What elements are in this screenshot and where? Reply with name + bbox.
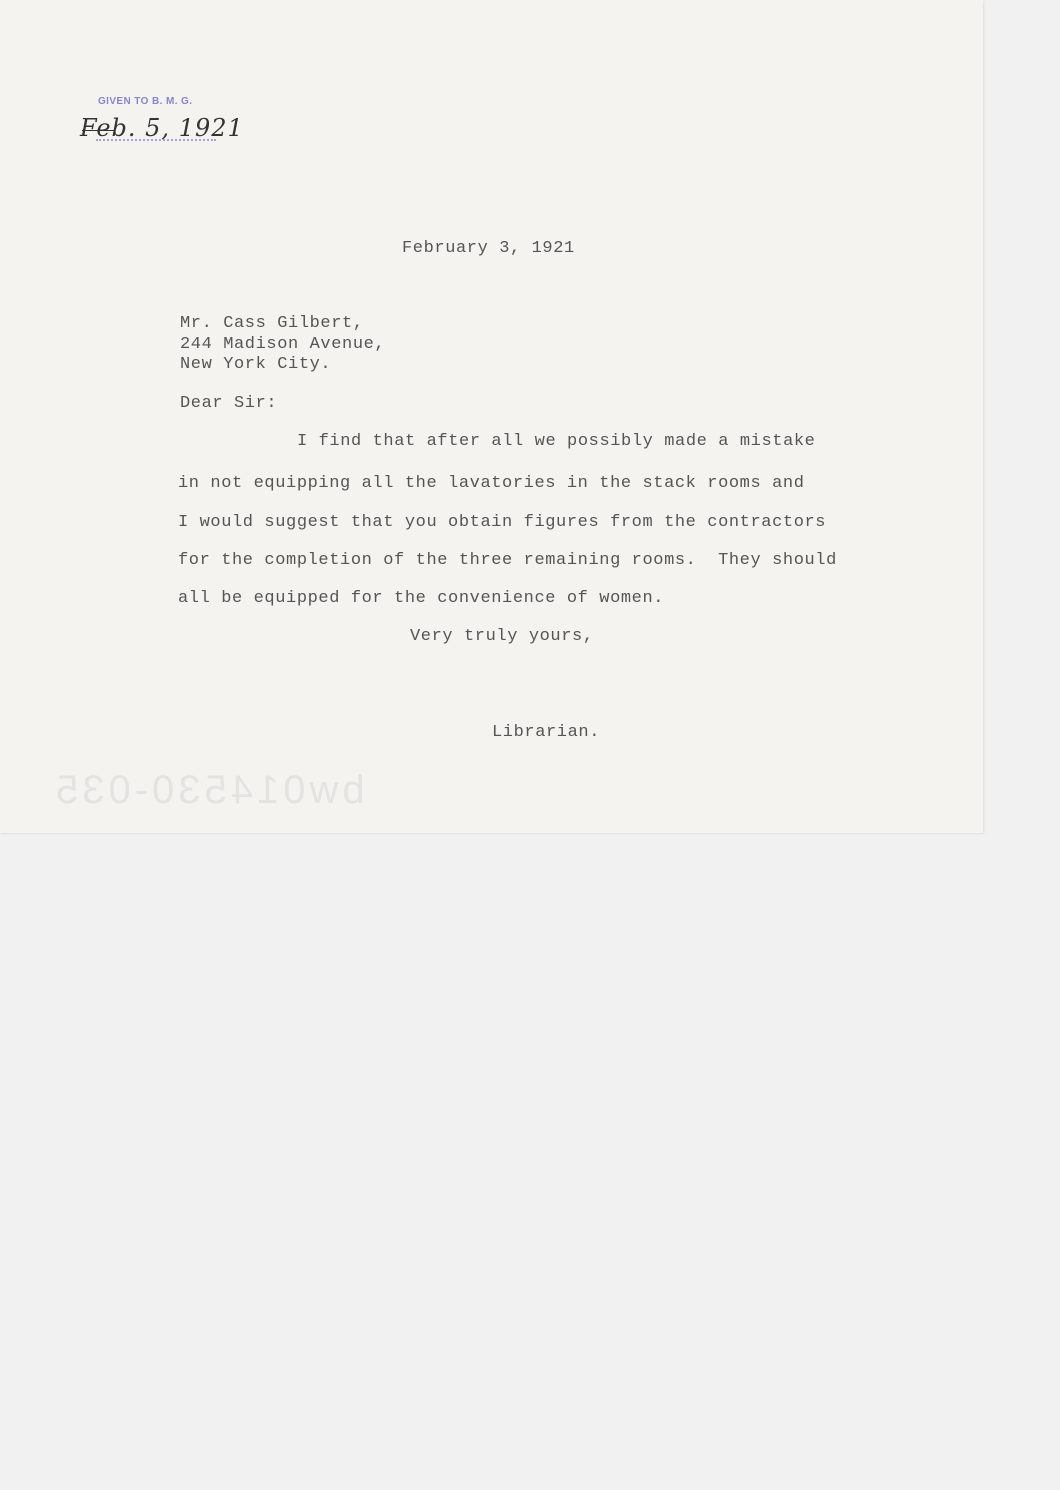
- handwritten-date: Feb. 5, 1921: [80, 114, 244, 142]
- archive-mark: bw014530-035: [52, 768, 365, 812]
- body-line: for the completion of the three remaining rooms. They should: [178, 551, 837, 570]
- body-line: I would suggest that you obtain figures from the contractors: [178, 513, 827, 532]
- letter-date: February 3, 1921: [402, 239, 575, 258]
- received-stamp: GIVEN TO B. M. G.: [98, 96, 193, 107]
- address-line: Mr. Cass Gilbert,: [180, 314, 364, 333]
- closing: Very truly yours,: [410, 627, 594, 646]
- address-line: 244 Madison Avenue,: [180, 335, 386, 354]
- salutation: Dear Sir:: [180, 394, 278, 413]
- signature: Librarian.: [492, 723, 601, 742]
- address-line: New York City.: [180, 355, 332, 374]
- body-line: I find that after all we possibly made a mistake: [297, 432, 816, 451]
- body-line: in not equipping all the lavatories in the stack rooms and: [178, 474, 805, 493]
- body-line: all be equipped for the convenience of women.: [178, 589, 665, 608]
